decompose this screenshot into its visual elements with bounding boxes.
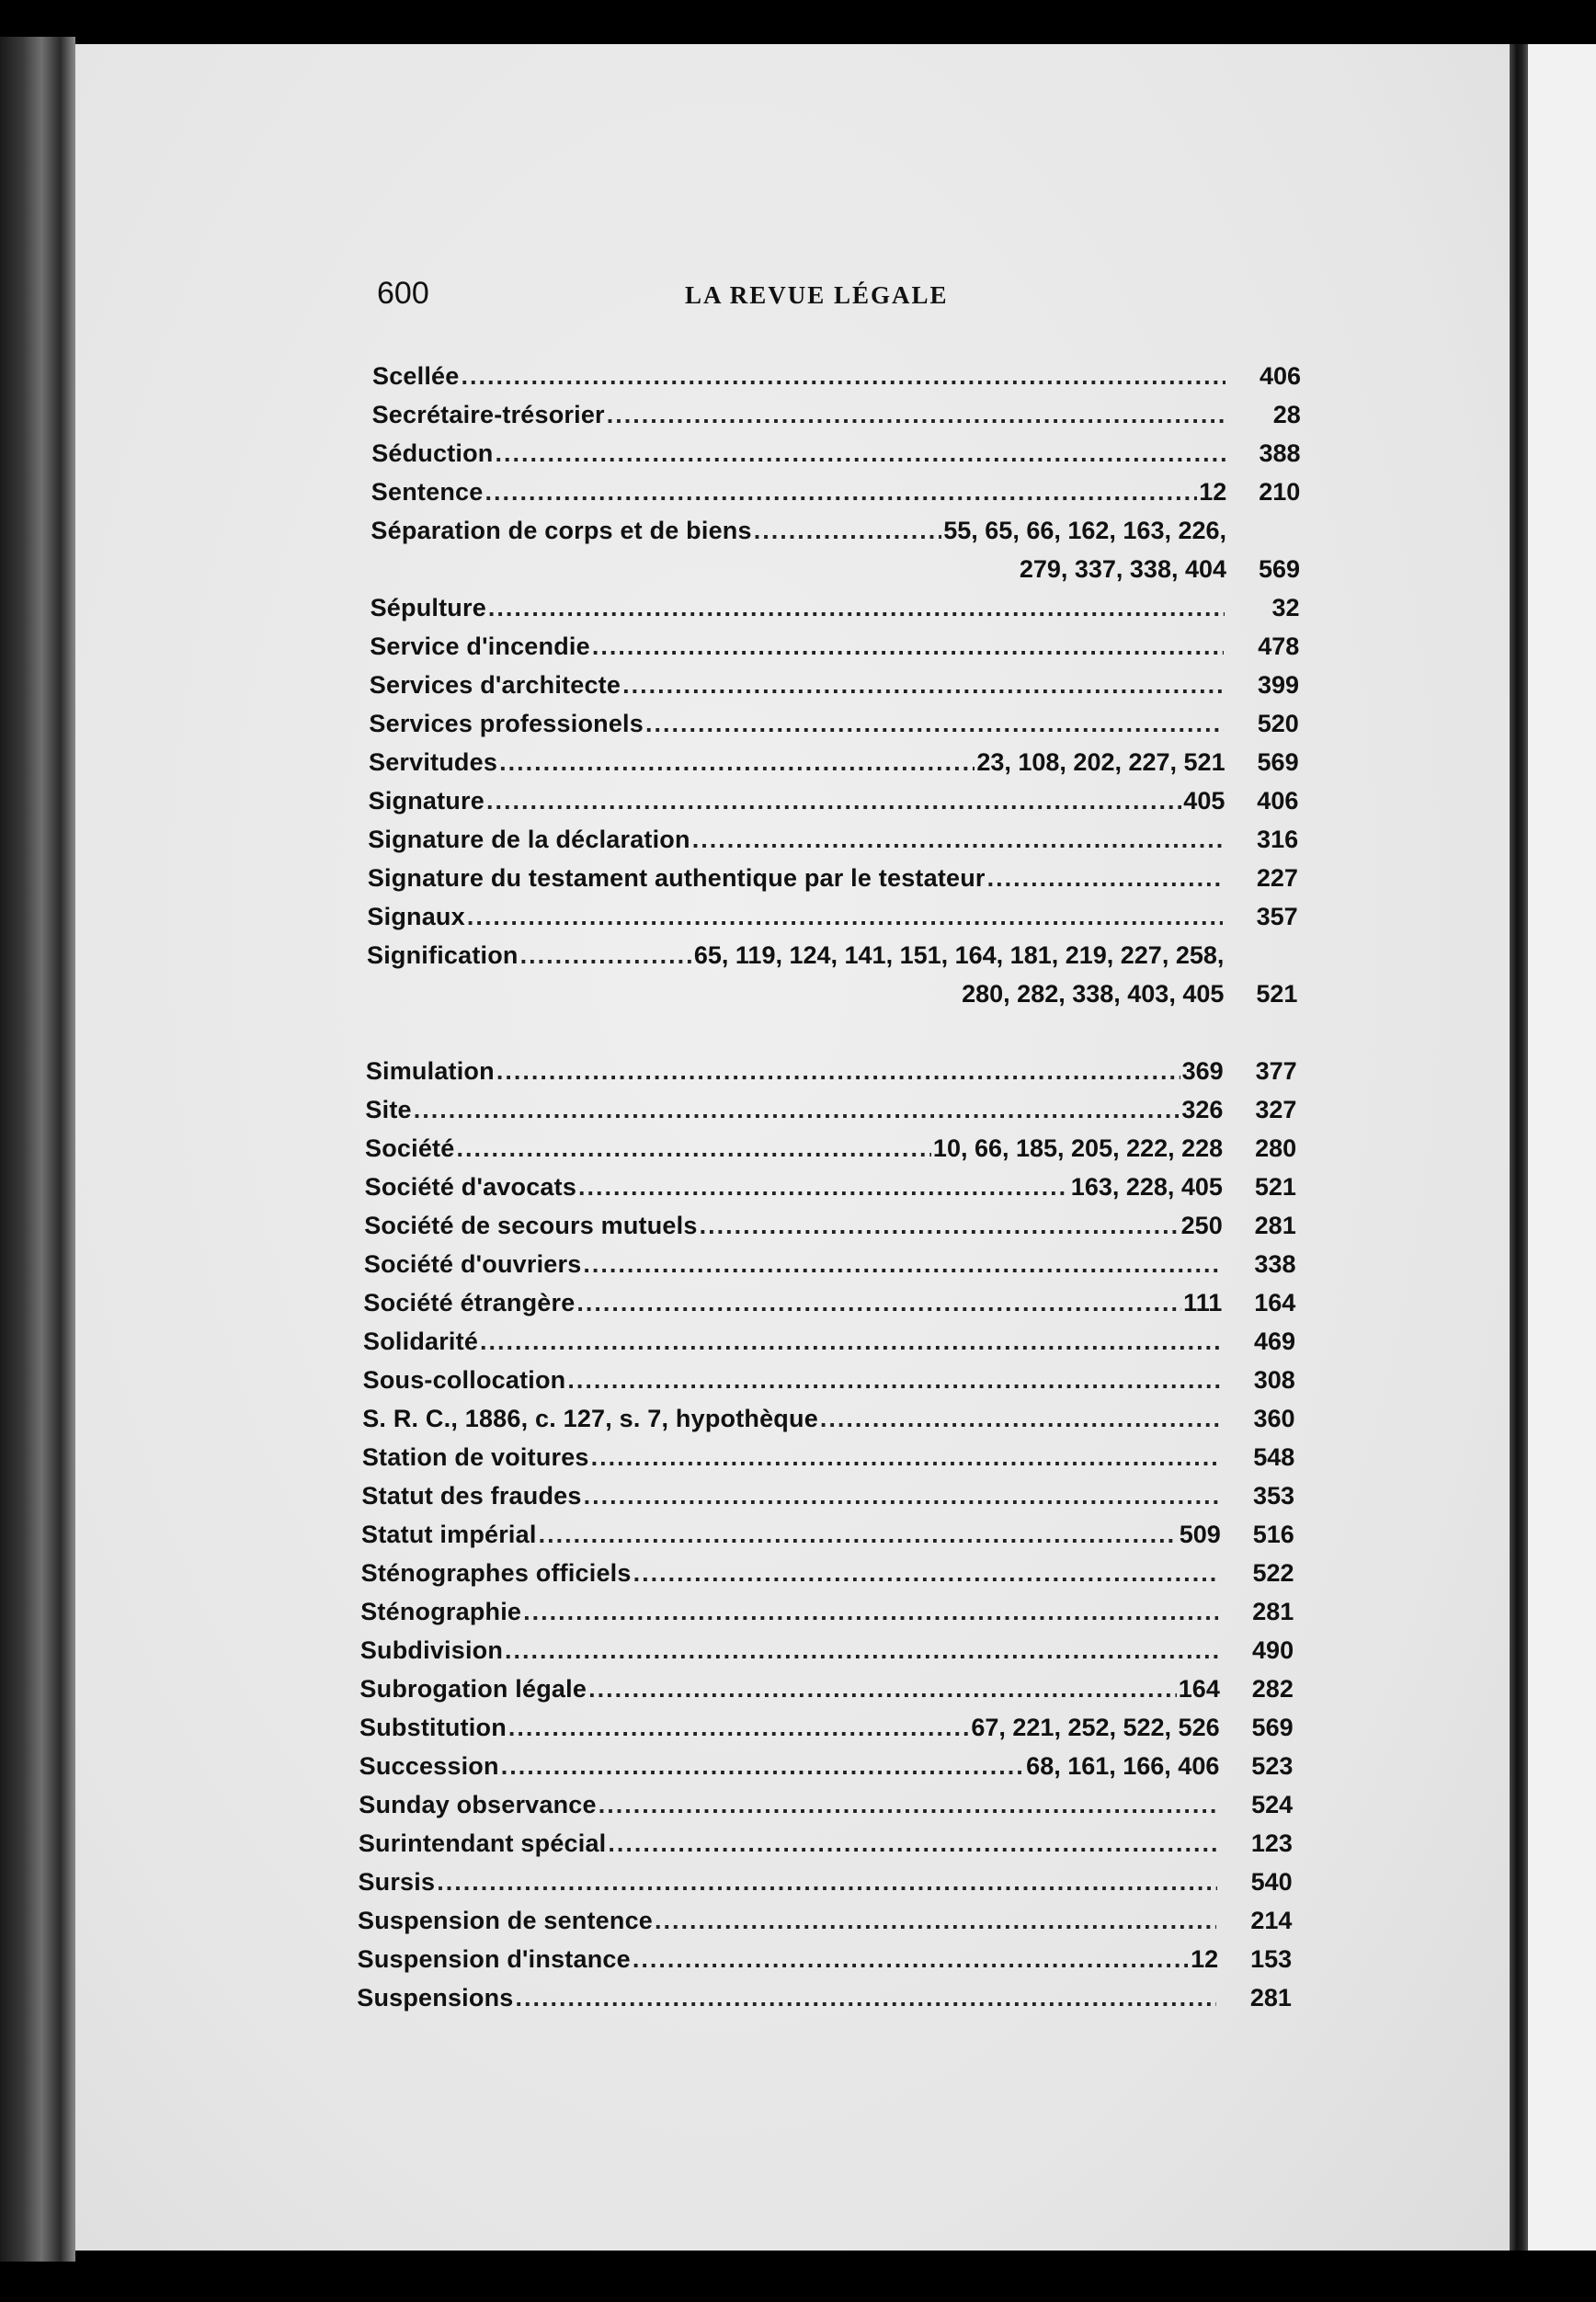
index-entry-line (370, 588, 1226, 627)
index-entry-line (360, 1592, 1220, 1631)
index-term: Simulation (365, 1057, 495, 1085)
index-page-number: 540 (1250, 1868, 1293, 1896)
running-title: LA REVUE LÉGALE (685, 281, 949, 309)
dot-leader (754, 511, 942, 550)
index-term: Sépulture (370, 594, 486, 621)
index-entry-line (369, 743, 1226, 781)
index-entry-line (368, 859, 1225, 897)
index-term: Société d'avocats (364, 1173, 577, 1201)
index-term: Société d'ouvriers (363, 1250, 582, 1278)
index-term: Secrétaire-trésorier (371, 401, 605, 428)
index-entry-line (369, 704, 1225, 743)
dot-leader (583, 1245, 1220, 1283)
index-term: Société (365, 1134, 455, 1162)
dot-leader (633, 1940, 1189, 1978)
dot-leader (578, 1168, 1069, 1206)
index-entry-line (359, 1824, 1219, 1863)
index-entry (358, 1863, 1292, 1901)
index-term: Scellée (372, 362, 460, 390)
index-page-number: 28 (1272, 401, 1301, 428)
index-term: Séparation de corps et de biens (370, 517, 752, 544)
dot-leader (987, 859, 1223, 897)
index-page-number: 214 (1250, 1907, 1293, 1934)
index-entry (357, 1978, 1292, 2017)
index-entry-line (372, 395, 1227, 434)
index-entry-line (367, 936, 1224, 974)
dot-leader (820, 1399, 1220, 1438)
dot-leader (591, 1438, 1220, 1476)
index-entry-line (361, 1554, 1221, 1592)
dot-leader (633, 1554, 1219, 1592)
index-entry (372, 395, 1301, 434)
index-entry-line (364, 1245, 1223, 1283)
index-references: 405 (1183, 787, 1226, 815)
index-entry-line (359, 1747, 1220, 1785)
index-entry-line (362, 1399, 1221, 1438)
index-references: 163, 228, 405 (1070, 1173, 1223, 1201)
index-term: Site (365, 1096, 412, 1123)
index-entry-line (364, 1206, 1223, 1245)
dot-leader (467, 897, 1223, 936)
index-entry (358, 1940, 1293, 1978)
index-entry-line (363, 1361, 1222, 1399)
index-page-number: 227 (1256, 864, 1298, 892)
index-term: Statut impérial (361, 1521, 537, 1548)
dot-leader (488, 588, 1225, 627)
dot-leader (461, 357, 1226, 395)
index-entry (371, 473, 1300, 511)
index-entry (372, 357, 1301, 395)
index-page-number: 490 (1252, 1636, 1294, 1664)
dot-leader (645, 704, 1224, 743)
index-references: 369 (1181, 1057, 1224, 1085)
index-page-number: 522 (1252, 1559, 1294, 1587)
index-entry (368, 820, 1298, 859)
dot-leader (607, 395, 1226, 434)
dot-leader (437, 1863, 1216, 1901)
index-term: Signification (367, 941, 519, 969)
dot-leader (598, 1785, 1217, 1824)
index-page-number: 521 (1256, 980, 1298, 1008)
index-references: 12 (1199, 478, 1227, 506)
index-page-number: 308 (1253, 1366, 1295, 1394)
index-page-number: 569 (1258, 555, 1301, 583)
index-term: Signaux (367, 903, 465, 930)
index-entry-line (371, 434, 1226, 473)
index-term: Signature de la déclaration (368, 826, 690, 853)
dot-leader (520, 936, 692, 974)
index-entry (364, 1206, 1296, 1245)
index-entry (359, 1670, 1293, 1708)
index-entry-line (362, 1438, 1221, 1476)
index-entry-line (372, 357, 1227, 395)
index-entry (359, 1824, 1293, 1863)
index-page-number: 327 (1255, 1096, 1297, 1123)
index-entry (367, 936, 1297, 1013)
index-references: 326 (1181, 1096, 1224, 1123)
index-page-number: 280 (1255, 1134, 1297, 1162)
index-entry (365, 1168, 1296, 1206)
index-entry (370, 627, 1299, 666)
index-entry (363, 1361, 1295, 1399)
index-page-number: 164 (1254, 1289, 1296, 1316)
index-term: Substitution (359, 1714, 507, 1741)
dot-leader (480, 1322, 1220, 1361)
index-entry (363, 1322, 1295, 1361)
index-entry-line (360, 1631, 1220, 1670)
index-entry-line (359, 1670, 1219, 1708)
dot-leader (608, 1824, 1217, 1863)
index-references: 250 (1180, 1212, 1223, 1239)
index-page-number: 282 (1251, 1675, 1294, 1703)
index-term: Services d'architecte (369, 671, 621, 699)
index-entry (365, 1129, 1296, 1168)
index-page-number: 478 (1258, 632, 1300, 660)
page-number: 600 (377, 276, 429, 311)
index-term: Suspension d'instance (357, 1945, 631, 1973)
index-entry (368, 859, 1298, 897)
index-page-number: 524 (1251, 1791, 1294, 1818)
index-entry (366, 1052, 1297, 1090)
index-term: Service d'incendie (370, 632, 590, 660)
index-references: 111 (1183, 1289, 1223, 1316)
index-page-number: 153 (1250, 1945, 1293, 1973)
index-entry (369, 743, 1299, 781)
index-entry (360, 1592, 1294, 1631)
index-page-number: 360 (1253, 1405, 1295, 1432)
dot-leader (588, 1670, 1177, 1708)
dot-leader (592, 627, 1224, 666)
dot-leader (496, 1052, 1180, 1090)
index-entry (362, 1438, 1294, 1476)
index-page-number: 469 (1253, 1328, 1295, 1355)
index-page-number: 281 (1252, 1598, 1294, 1625)
index-entry-line (358, 1863, 1218, 1901)
index-page-number: 548 (1253, 1443, 1295, 1471)
index-entry-line (370, 666, 1226, 704)
index-entry-line (361, 1476, 1221, 1515)
index-term: Société de secours mutuels (364, 1212, 698, 1239)
index-page-number: 281 (1254, 1212, 1296, 1239)
index-term: Sursis (358, 1868, 436, 1896)
index-page-number: 32 (1271, 594, 1300, 621)
index-page-number: 569 (1251, 1714, 1294, 1741)
index-entry (363, 1283, 1295, 1322)
index-term: Station de voitures (361, 1443, 589, 1471)
index-entry-line (369, 781, 1226, 820)
index-entry-line (363, 1322, 1222, 1361)
dot-leader (622, 666, 1224, 704)
dot-leader (414, 1090, 1180, 1129)
dot-leader (655, 1901, 1216, 1940)
index-term: Société étrangère (363, 1289, 576, 1316)
index-entry-line (366, 1052, 1224, 1090)
dot-leader (584, 1476, 1219, 1515)
index-entry-line (370, 511, 1226, 550)
index-entry-line (365, 1090, 1223, 1129)
index-page-number: 123 (1250, 1829, 1293, 1857)
index-page-number: 338 (1254, 1250, 1296, 1278)
index-entry-line (357, 1978, 1218, 2017)
index-page-number: 281 (1249, 1984, 1292, 2011)
index-term: Statut des fraudes (361, 1482, 582, 1510)
index-page-number: 521 (1254, 1173, 1296, 1201)
index-references: 67, 221, 252, 522, 526 (971, 1714, 1220, 1741)
dot-leader (567, 1361, 1219, 1399)
index-page-number: 377 (1255, 1057, 1297, 1085)
dot-leader (692, 820, 1223, 859)
index-references-continued: 279, 337, 338, 404 (1019, 555, 1227, 583)
index-entry-line (359, 1785, 1219, 1824)
index-entry-line (359, 1708, 1220, 1747)
dot-leader (496, 434, 1226, 473)
index-entry (361, 1515, 1294, 1554)
index-term: Signature (368, 787, 484, 815)
index-entry (370, 511, 1300, 588)
index-term: Suspension de sentence (358, 1907, 654, 1934)
index-entry (362, 1399, 1294, 1438)
dot-leader (456, 1129, 930, 1168)
index-entry-line (365, 1168, 1223, 1206)
index-entry (361, 1554, 1294, 1592)
index-entry-line (370, 627, 1226, 666)
index-term: Sténographes officiels (360, 1559, 632, 1587)
dot-leader (539, 1515, 1178, 1554)
index-page-number: 406 (1259, 362, 1301, 390)
index-page-number: 520 (1257, 710, 1299, 737)
index-page-number: 357 (1256, 903, 1298, 930)
index-entry (359, 1785, 1293, 1824)
index-entry-line (358, 1940, 1219, 1978)
index-entry-line (367, 897, 1224, 936)
index-entry (365, 1090, 1296, 1129)
index-entry-line (371, 473, 1226, 511)
index-page-number: 569 (1257, 748, 1299, 776)
index-page-number: 516 (1252, 1521, 1294, 1548)
index-page-number: 523 (1251, 1752, 1294, 1780)
index-term: Subrogation légale (359, 1675, 587, 1703)
index-references: 65, 119, 124, 141, 151, 164, 181, 219, 227, 258, (693, 941, 1225, 969)
index-references: 12 (1191, 1945, 1219, 1973)
index-page-number: 399 (1258, 671, 1300, 699)
index-entry (371, 434, 1300, 473)
dot-leader (508, 1708, 969, 1747)
dot-leader (700, 1206, 1180, 1245)
dot-leader (523, 1592, 1218, 1631)
index-entry (369, 704, 1298, 743)
index-term: Services professionels (369, 710, 644, 737)
index-page-number: 388 (1259, 439, 1301, 467)
index-page-number: 210 (1259, 478, 1301, 506)
index-term: Subdivision (359, 1636, 504, 1664)
index-page-number: 353 (1252, 1482, 1295, 1510)
index-entry (360, 1631, 1294, 1670)
index-term: Sentence (370, 478, 484, 506)
dot-leader (484, 473, 1197, 511)
index-references: 68, 161, 166, 406 (1026, 1752, 1220, 1780)
index-entry-line (365, 1129, 1223, 1168)
index-term: Succession (359, 1752, 499, 1780)
index-entry (367, 897, 1297, 936)
index-term: Servitudes (369, 748, 498, 776)
index-page-number: 406 (1257, 787, 1299, 815)
index-term: Signature du testament authentique par le testateur (367, 864, 986, 892)
index-references: 23, 108, 202, 227, 521 (976, 748, 1226, 776)
index-term: Séduction (371, 439, 494, 467)
index-entry (358, 1901, 1292, 1940)
index-entry (369, 781, 1299, 820)
dot-leader (501, 1747, 1024, 1785)
index-entry-line (363, 1283, 1222, 1322)
dot-leader (499, 743, 975, 781)
index-entry-line (358, 1901, 1218, 1940)
dot-leader (515, 1978, 1215, 2017)
index-entry-line (361, 1515, 1221, 1554)
index-term: Sous-collocation (362, 1366, 566, 1394)
index-entry (361, 1476, 1294, 1515)
index-term: Sunday observance (359, 1791, 597, 1818)
dot-leader (486, 781, 1181, 820)
index-references-continued: 280, 282, 338, 403, 405 (962, 980, 1225, 1008)
index-references: 509 (1179, 1521, 1221, 1548)
index-entry (370, 666, 1299, 704)
index-entry (359, 1747, 1294, 1785)
dot-leader (576, 1283, 1181, 1322)
index-term: Surintendant spécial (358, 1829, 607, 1857)
index-entry (364, 1245, 1296, 1283)
index-entry (370, 588, 1300, 627)
index-entry (359, 1708, 1294, 1747)
index-term: Solidarité (363, 1328, 479, 1355)
index-references: 10, 66, 185, 205, 222, 228 (932, 1134, 1224, 1162)
index-references: 164 (1178, 1675, 1220, 1703)
index-page-number: 316 (1257, 826, 1299, 853)
index-entry-line (368, 820, 1225, 859)
index-term: Suspensions (357, 1984, 514, 2011)
index-term: S. R. C., 1886, c. 127, s. 7, hypothèque (362, 1405, 818, 1432)
dot-leader (505, 1631, 1218, 1670)
index-term: Sténographie (360, 1598, 522, 1625)
index-references: 55, 65, 66, 162, 163, 226, (943, 517, 1227, 544)
